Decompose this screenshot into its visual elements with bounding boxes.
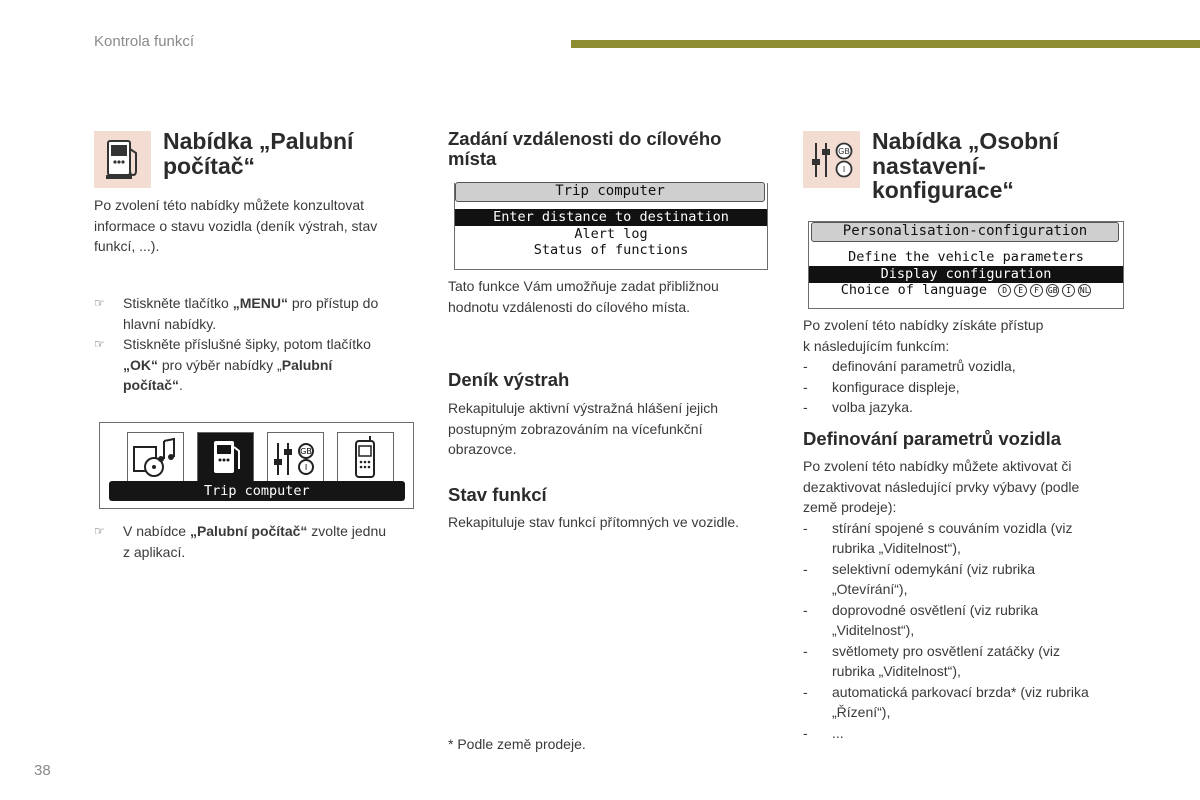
list-item [803,723,1143,744]
text: . [179,377,183,393]
menu-name: Palubní [281,356,333,373]
intro-line: informace o stavu vozidla (deník výstrah, stav [94,217,378,234]
list-item [803,600,1143,641]
right-title-line: konfigurace“ [872,177,1014,203]
text-line: země prodeje): [803,499,897,515]
instruction-item [94,334,424,396]
list-text: „Otevírání“), [832,581,908,597]
left-title [163,129,353,178]
text: pro přístup do [287,295,379,311]
hand-pointer-icon: ☞ [94,337,105,351]
text: pro výběr nabídky „ [158,356,282,373]
list-text: „Viditelnost“), [832,622,915,638]
list-text: definování parametrů vozidla, [832,358,1016,374]
footnote [448,734,778,755]
hand-pointer-icon: ☞ [94,524,105,538]
text-line: Tato funkce Vám umožňuje zadat přibližnou [448,278,719,294]
text-line: Rekapituluje aktivní výstražná hlášení jejich [448,400,719,416]
right-title-line: Nabídka „Osobní [872,128,1059,154]
list-item [803,641,1143,682]
right-title-line: nastavení- [872,152,986,179]
list-text: stírání spojené s couváním vozidla (viz [832,519,1073,536]
text-line: Rekapituluje stav funkcí přítomných ve vozidle. [448,514,740,530]
dash: - [803,683,808,700]
intro-line: Po zvolení této nabídky můžete konzultovat [94,197,365,213]
left-intro [94,195,424,257]
list-text: „Řízení“), [832,704,891,720]
list-text: konfigurace displeje, [832,378,960,395]
list-text: automatická parkovací brzda* (viz rubrika [832,683,1089,700]
trip-computer-icon [94,131,151,188]
trip-computer-screen [454,183,768,270]
svg-text:I: I [304,463,308,472]
trip-computer-caption: Trip computer [109,481,405,501]
dash: - [803,378,808,395]
svg-text:GB: GB [300,447,312,456]
header-accent-bar [571,40,1200,48]
trip-computer-tile-icon [197,432,254,484]
screen-item: Define the vehicle parameters [848,249,1084,265]
text-line: obrazovce. [448,441,517,457]
menu-name: počítač“ [123,377,180,393]
list-text: světlomety pro osvětlení zatáčky (viz [832,642,1060,659]
page-number: 38 [34,762,51,779]
left-title-line1: Nabídka „Palubní [163,128,354,154]
screen-title: Trip computer [455,182,765,202]
menu-key-label: „MENU“ [232,295,288,311]
instruction-item [94,521,424,562]
list-text: doprovodné osvětlení (viz rubrika [832,601,1039,618]
text-line: hodnotu vzdálenosti do cílového místa. [448,298,691,315]
personalisation-settings-icon [803,131,860,188]
text: hlavní nabídky. [123,315,217,332]
language-badge: I [1062,284,1075,297]
screen-item-selected: Enter distance to destination [455,209,767,226]
list-text: rubrika „Viditelnost“), [832,540,961,556]
dash: - [803,724,808,741]
language-badge: GB [1047,285,1058,295]
list-item [803,559,1143,600]
svg-text:GB: GB [838,147,850,156]
dash: - [803,399,808,415]
intro-line: funkcí, ...). [94,238,160,254]
text-line: Po zvolení této nabídky získáte přístup [803,317,1044,333]
right-intro [803,315,1143,418]
left-instructions [94,293,424,396]
personalisation-icon [267,432,324,484]
audio-icon [127,432,184,484]
language-badge: D [998,284,1011,297]
status-heading: Stav funkcí [448,484,547,505]
left-title-line2: počítač“ [163,152,256,179]
right-title [872,129,1059,203]
main-menu-screen [99,422,414,509]
text: zvolte jednu [307,523,387,539]
text: z aplikací. [123,543,186,560]
alert-log-description [448,398,778,460]
list-text: rubrika „Viditelnost“), [832,663,961,679]
list-item [803,377,1143,398]
list-item [803,356,1143,377]
screen-item-language [809,282,1123,299]
vehicle-params-heading: Definování parametrů vozidla [803,428,1062,449]
menu-name: „Palubní počítač“ [189,523,308,539]
heading-line: Zadání vzdálenosti do cílového [448,128,722,149]
instruction-item [94,293,424,334]
ok-key-label: „OK“ [123,356,158,373]
list-item [803,682,1143,723]
screen-item: Status of functions [533,242,689,258]
phone-icon [337,432,394,484]
screen-item-selected: Display configuration [809,266,1123,283]
svg-text:I: I [842,165,846,174]
list-item [803,397,1143,418]
footnote-text: * Podle země prodeje. [448,736,586,752]
list-item [803,518,1143,559]
distance-description [448,276,778,317]
screen-title: Personalisation-configuration [811,222,1119,242]
language-label: Choice of language [840,282,988,298]
text-line: k následujícím funkcím: [803,337,950,354]
language-badge: F [1030,284,1043,297]
heading-line: místa [448,148,497,169]
section-label: Kontrola funkcí [94,33,195,50]
text: Stiskněte příslušné šipky, potom tlačítko [123,336,371,352]
dash: - [803,601,808,618]
dash: - [803,642,808,659]
language-badge: NL [1079,285,1090,295]
screen-item: Alert log [574,226,648,242]
vehicle-params-body [803,456,1143,743]
list-text: ... [832,724,844,741]
list-text: selektivní odemykání (viz rubrika [832,560,1036,577]
text: V nabídce [123,523,190,539]
dash: - [803,560,808,577]
hand-pointer-icon: ☞ [94,296,105,310]
text-line: dezaktivovat následující prvky výbavy (podle [803,478,1080,495]
alert-log-heading: Deník výstrah [448,369,570,390]
language-badge: E [1014,284,1027,297]
dash: - [803,358,808,374]
left-instruction-select [94,521,424,562]
text: Stiskněte tlačítko [123,295,233,311]
distance-heading [448,129,721,169]
text-line: postupným zobrazováním na vícefunkční [448,420,703,437]
status-description [448,512,788,533]
personalisation-screen [808,221,1124,309]
dash: - [803,519,808,536]
list-text: volba jazyka. [832,399,913,415]
text-line: Po zvolení této nabídky můžete aktivovat či [803,458,1072,474]
